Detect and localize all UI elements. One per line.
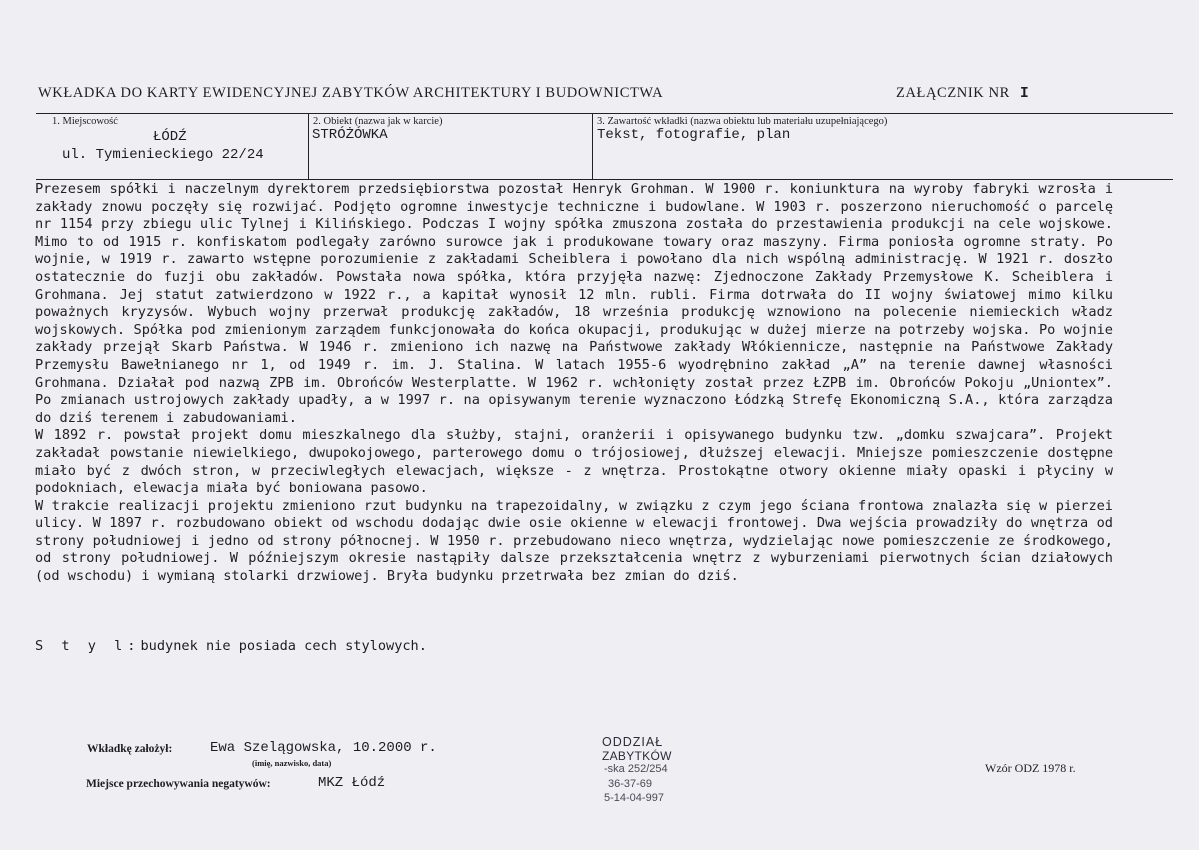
author-value: Ewa Szelągowska, 10.2000 r. [210, 740, 437, 756]
contents-label: 3. Zawartość wkładki (nazwa obiektu lub materiału uzupełniającego) [597, 116, 888, 127]
storage-label: Miejsce przechowywania negatywów: [86, 778, 271, 790]
paragraph-realization: W trakcie realizacji projektu zmieniono rzut budynku na trapezoidalny, w związku z czym jego ściana frontowa znalazła się w pierzei ulicy. W 1897 r. rozbudowano obiekt od wschodu dodając dwie osie okienne w elewacji frontowej. Dwa wejścia prowadziły do wnętrza od strony południowej i jedno od strony północnej. W 1950 r. przebudowano nieco wnętrza, wydzielając nowe pomieszczenie ze środkowego, od strony południowej. W późniejszym okresie nastąpiły dalsze przekształcenia wnętrz z wyburzeniami pierwotnych ścian działowych (od wschodu) i wymianą stolarki drzwiowej. Bryła budynku przetrwała bez zmian do dziś. [35, 497, 1113, 585]
body-text [35, 181, 1113, 586]
contents-cell [592, 114, 1173, 179]
object-value: STRÓŻÓWKA [312, 127, 388, 143]
author-hint: (imię, nazwisko, data) [252, 758, 332, 768]
stamp-line-4: 36-37-69 [608, 778, 653, 790]
location-label: 1. Miejscowość [52, 116, 118, 127]
style-text: budynek nie posiada cech stylowych. [140, 638, 427, 654]
contents-value: Tekst, fotografie, plan [597, 127, 791, 143]
stamp-line-2: ZABYTKÓW [602, 749, 672, 763]
object-label: 2. Obiekt (nazwa jak w karcie) [313, 116, 443, 127]
attachment-number-block [896, 85, 1029, 102]
attachment-number: I [1019, 86, 1030, 102]
location-city: ŁÓDŹ [153, 129, 187, 145]
style-label: S t y l: [35, 638, 141, 654]
form-version: Wzór ODZ 1978 r. [985, 761, 1076, 775]
author-label: Wkładkę założył: [87, 743, 173, 755]
attachment-label: ZAŁĄCZNIK NR [896, 85, 1010, 101]
form-title: WKŁADKA DO KARTY EWIDENCYJNEJ ZABYTKÓW ARCHITEKTURY I BUDOWNICTWA [38, 85, 664, 101]
office-stamp [560, 735, 710, 815]
style-line [35, 638, 427, 654]
location-cell [36, 114, 308, 179]
stamp-line-3: -ska 252/254 [604, 763, 668, 775]
storage-value: MKZ Łódź [318, 775, 386, 791]
object-cell [308, 114, 592, 179]
paragraph-history: Prezesem spółki i naczelnym dyrektorem przedsiębiorstwa pozostał Henryk Grohman. W 1900 r. koniunktura na wyroby fabryki wzrosła i zakłady znowu poczęły się rozwijać. Podjęto ogromne inwestycje techniczne i budowlane. W 1903 r. poszerzono nieruchomość o parcelę nr 1154 przy zbiegu ulic Tylnej i Kilińskiego. Podczas I wojny spółka zmuszona została do przestawienia produkcji na cele wojskowe. Mimo to od 1915 r. konfiskatom podlegały zarówno surowce jak i produkowane towary oraz maszyny. Firma poniosła ogromne straty. Po wojnie, w 1919 r. zawarto wstępne porozumienie z zakładami Scheiblera i powołano dla nich wspólną administrację. W 1921 r. doszło ostatecznie do fuzji obu zakładów. Powstała nowa spółka, która przyjęła nazwę: Zjednoczone Zakłady Przemysłowe K. Scheiblera i Grohmana. Jej statut zatwierdzono w 1922 r., a kapitał wynosił 12 mln. rubli. Firma dotrwała do II wojny światowej mimo kilku poważnych kryzysów. Wybuch wojny przerwał produkcję zakładów, 18 września produkcję wznowiono na polecenie niemieckich władz wojskowych. Spółka pod zmienionym zarządem funkcjonowała do końca okupacji, produkując w dużej mierze na potrzeby wojska. Po wojnie zakłady przejął Skarb Państwa. W 1946 r. zmieniono ich nazwę na Państwowe zakłady Włókiennicze, następnie na Państwowe Zakłady Przemysłu Bawełnianego nr 1, od 1949 r. im. J. Stalina. W latach 1955-6 wyodrębnino zakład „A” na terenie dawnej własności Grohmana. Działał pod nazwą ZPB im. Obrońców Westerplatte. W 1962 r. wchłonięty został przez ŁZPB im. Obrońców Pokoju „Uniontex”. Po zmianach ustrojowych zakłady upadły, a w 1997 r. na opisywanym terenie wyznaczono Łódzką Strefę Ekonomiczną S.A., która zarządza do dziś terenem i zabudowaniami. [35, 181, 1113, 426]
paragraph-project: W 1892 r. powstał projekt domu mieszkalnego dla służby, stajni, oranżerii i opisywanego budynku tzw. „domku szwajcara”. Projekt zakładał powstanie niewielkiego, dwupokojowego, parterowego domu o trójosiowej, dłuższej elewacji. Mniejsze pomieszczenie dostępne miało być z dwóch stron, w przeciwległych elewacjach, większe - z wnętrza. Prostokątne otwory okienne miały opaski i płyciny w podokniach, elewacja miała być boniowana pasowo. [35, 427, 1113, 497]
stamp-line-1: ODDZIAŁ [602, 735, 664, 749]
stamp-line-5: 5-14-04-997 [604, 792, 664, 804]
location-address: ul. Tymienieckiego 22/24 [62, 147, 264, 163]
header-fields-table [36, 113, 1173, 180]
